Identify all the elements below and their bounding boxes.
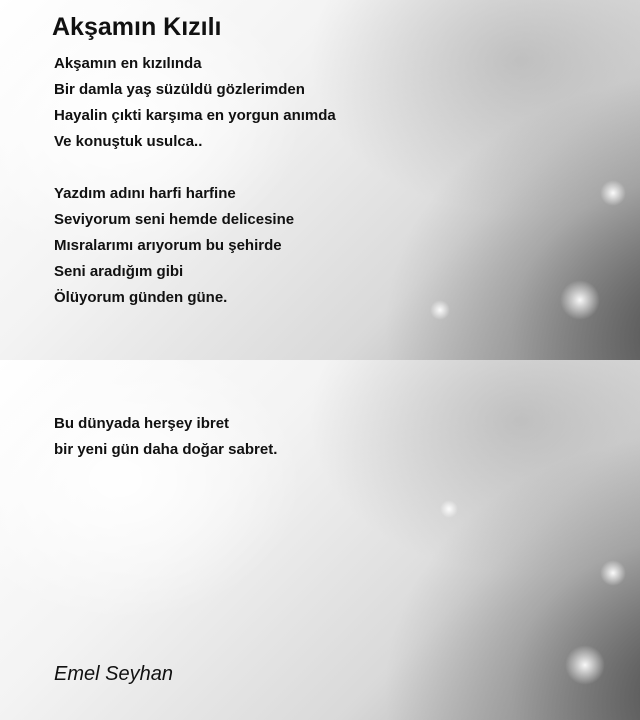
poem-card-bottom [0,360,640,720]
sparkle-decoration [600,180,626,206]
sparkle-decoration [440,500,458,518]
poem-line: Hayalin çıkti karşıma en yorgun anımda [54,107,336,124]
author-signature: Emel Seyhan [54,663,173,685]
poem-line: Ölüyorum günden güne. [54,289,228,306]
poem-line: Akşamın en kızılında [54,55,202,72]
poem-line: Bir damla yaş süzüldü gözlerimden [54,81,305,98]
poem-title: Akşamın Kızılı [52,13,222,41]
sparkle-decoration [430,300,450,320]
poem-line: Seviyorum seni hemde delicesine [54,211,295,228]
poem-line: Seni aradığım gibi [54,263,184,280]
sparkle-decoration [565,645,605,685]
poem-line: bir yeni gün daha doğar sabret. [54,441,278,458]
poem-line: Yazdım adını harfi harfine [54,185,236,202]
poem-line: Mısralarımı arıyorum bu şehirde [54,237,282,254]
poem-line: Ve konuştuk usulca.. [54,133,203,150]
poem-line: Bu dünyada herşey ibret [54,415,230,432]
sparkle-decoration [560,280,600,320]
sparkle-decoration [600,560,626,586]
